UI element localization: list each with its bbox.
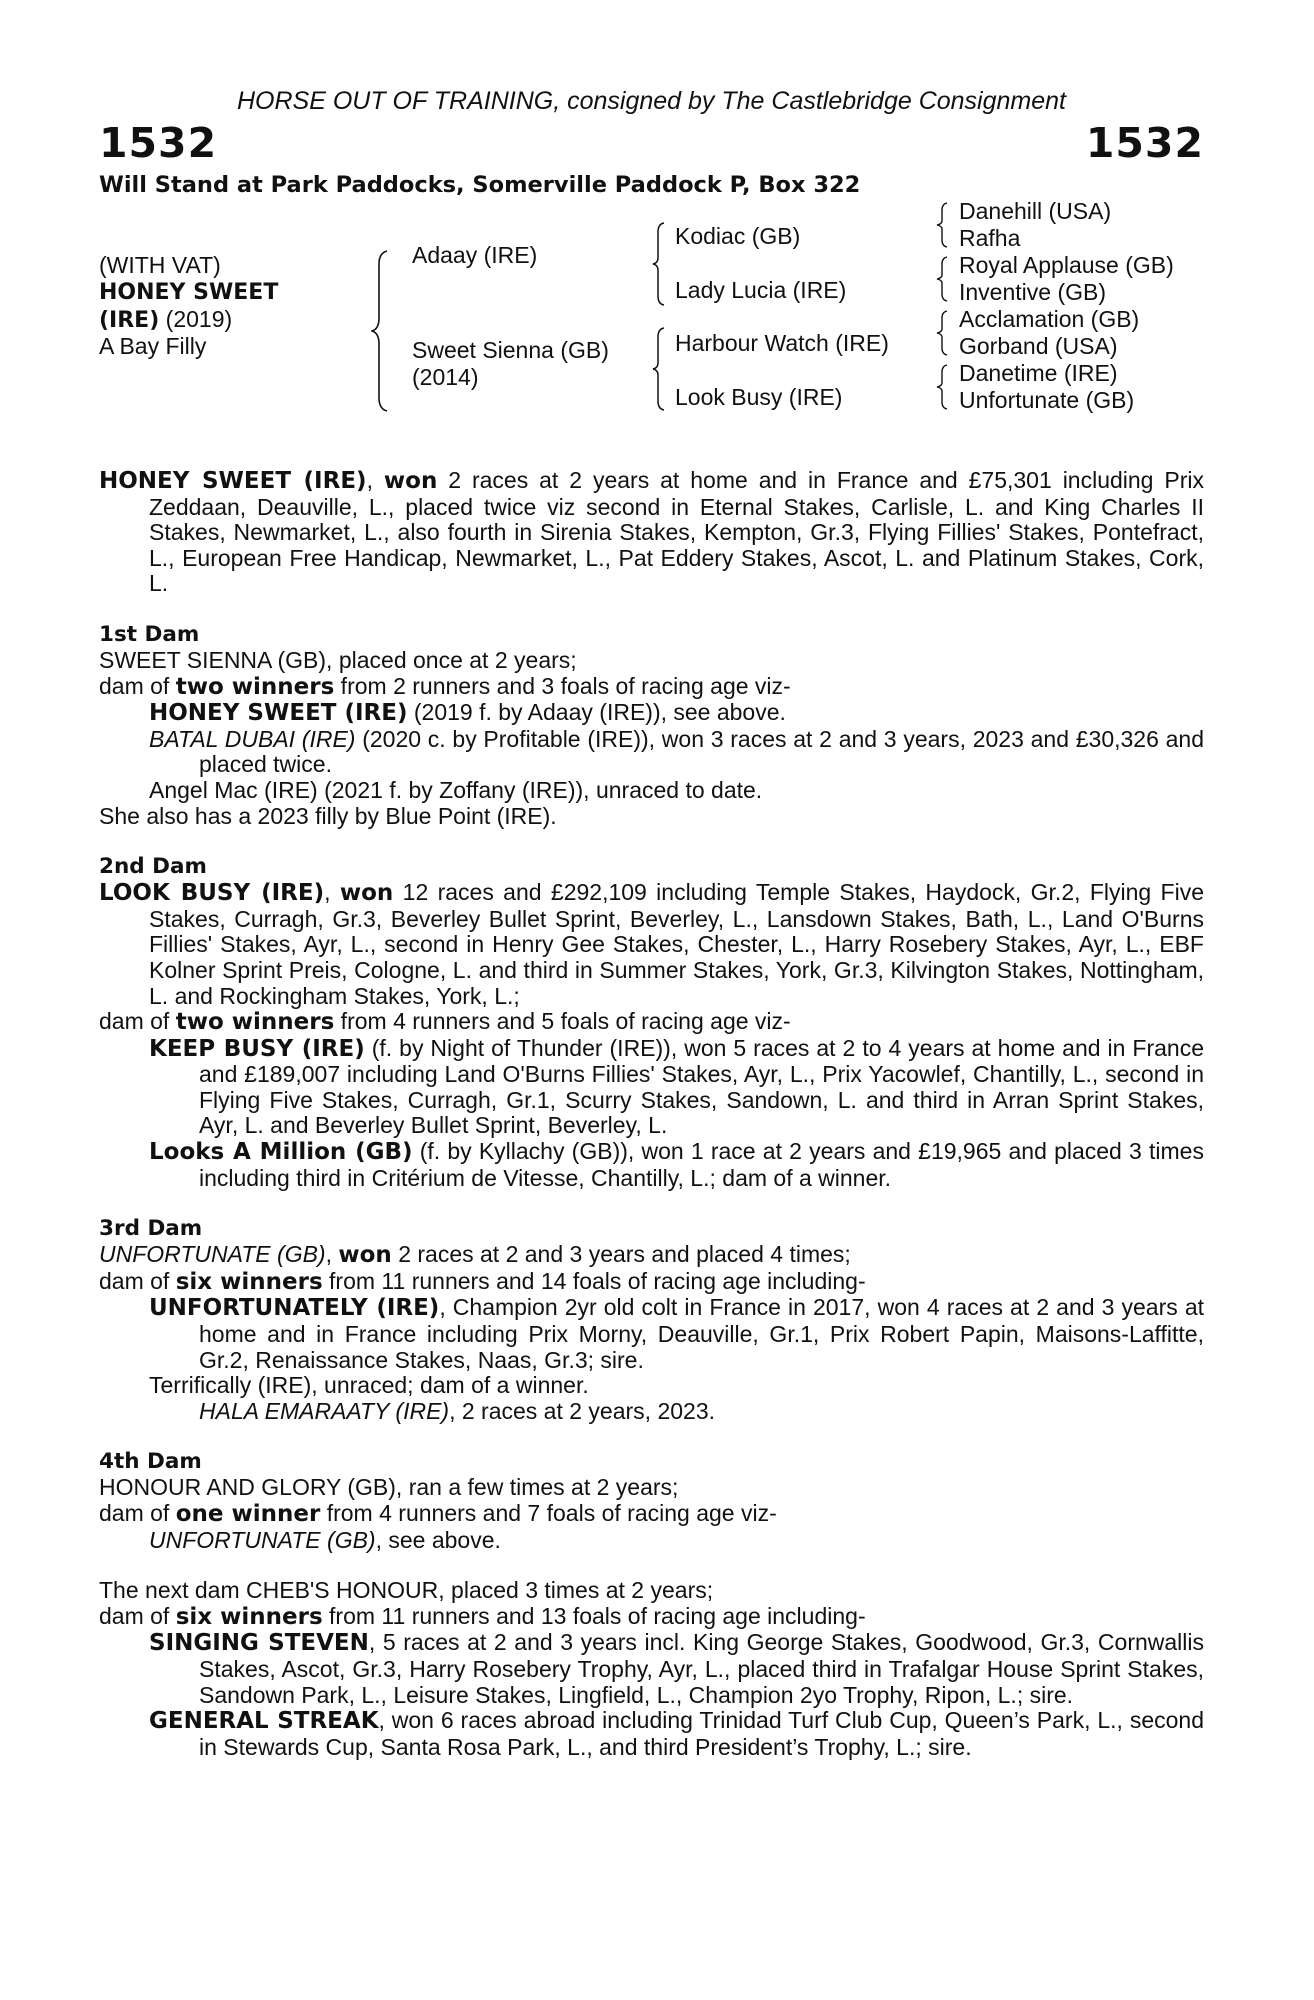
pedigree-ds-dam: Gorband (USA) [959, 333, 1118, 359]
pedigree-sd-sire: Royal Applause (GB) [959, 252, 1174, 278]
pedigree-sire: Adaay (IRE) [412, 242, 538, 268]
offspring-entry: HONEY SWEET (IRE) (2019 f. by Adaay (IRE)), see above. [149, 699, 786, 727]
offspring-entry: GENERAL STREAK, won 6 races abroad including Trinidad Turf Club Cup, Queen’s Park, L., second in Stewards Cup, Santa Rosa Park, L., and third President’s Trophy, L.; sire. [149, 1707, 1204, 1760]
dam-produce-summary: dam of six winners from 11 runners and 14 foals of racing age including- [99, 1267, 866, 1295]
lot-number-left: 1532 [99, 119, 218, 167]
lot-number-row [99, 120, 1204, 166]
pedigree-brace [652, 222, 666, 306]
dam-produce-summary: dam of two winners from 4 runners and 5 foals of racing age viz- [99, 1008, 791, 1036]
pedigree-dam-sire: Harbour Watch (IRE) [675, 330, 889, 356]
section-title: 2nd Dam [99, 854, 207, 880]
third-dam-section [99, 1216, 1204, 1424]
horse-origin-year: (IRE) (2019) [99, 306, 233, 333]
vat-note: (WITH VAT) [99, 252, 221, 278]
pedigree-ss-sire: Danehill (USA) [959, 198, 1112, 224]
offspring-entry: Angel Mac (IRE) (2021 f. by Zoffany (IRE)), unraced to date. [149, 776, 763, 803]
pedigree-sd-dam: Inventive (GB) [959, 279, 1106, 305]
horse-sex-colour: A Bay Filly [99, 333, 207, 359]
section-title: 1st Dam [99, 621, 200, 647]
horse-name: HONEY SWEET [99, 280, 279, 305]
pedigree-tree [99, 200, 1204, 432]
pedigree-sire-dam: Lady Lucia (IRE) [675, 277, 847, 303]
second-dam-section [99, 854, 1204, 1191]
dam-produce-summary: dam of six winners from 11 runners and 13 foals of racing age including- [99, 1602, 866, 1630]
offspring-entry: KEEP BUSY (IRE) (f. by Night of Thunder (IRE)), won 5 races at 2 to 4 years at home and in France and £189,007 including Land O'Burns Fillies' Stakes, Ayr, L., Prix Yacowlef, Chantilly, L., second in Flying Five Stakes, Curragh, Gr.1, Scurry Stakes, Sandown, L. and third in Arran Sprint Stakes, Ayr, L. and Beverley Bullet Sprint, Beverley, L. [149, 1034, 1205, 1139]
dam-produce-summary: dam of two winners from 2 runners and 3 foals of racing age viz- [99, 672, 791, 700]
pedigree-brace [936, 310, 949, 356]
offspring-entry: Looks A Million (GB) (f. by Kyllachy (GB)), won 1 race at 2 years and £19,965 and placed 3 times including third in Critérium de Vitesse, Chantilly, L.; dam of a winner. [149, 1138, 1204, 1191]
lot-entry [99, 86, 1204, 1785]
dam-produce-summary: dam of one winner from 4 runners and 7 foals of racing age viz- [99, 1500, 777, 1527]
offspring-entry: UNFORTUNATELY (IRE), Champion 2yr old colt in France in 2017, won 4 races at 2 and 3 years at home and in France including Prix Morny, Deauville, Gr.1, Prix Robert Papin, Maisons-Laffitte, Gr.2, Renaissance Stakes, Naas, Gr.3; sire. [149, 1294, 1204, 1373]
dam-record: HONOUR AND GLORY (GB), ran a few times at 2 years; [99, 1474, 679, 1501]
pedigree-dd-dam: Unfortunate (GB) [959, 387, 1135, 413]
fourth-dam-section [99, 1449, 1204, 1553]
dam-record: SWEET SIENNA (GB), placed once at 2 years; [99, 646, 577, 673]
offspring-entry: Terrifically (IRE), unraced; dam of a winner. [149, 1372, 589, 1399]
pedigree-brace [936, 202, 949, 248]
dam-note: She also has a 2023 filly by Blue Point (IRE). [99, 802, 557, 829]
offspring-entry: UNFORTUNATE (GB), see above. [149, 1526, 501, 1553]
offspring-entry: BATAL DUBAI (IRE) (2020 c. by Profitable (IRE)), won 3 races at 2 and 3 years, 2023 and £30,326 and placed twice. [149, 725, 1204, 778]
pedigree-ds-sire: Acclamation (GB) [959, 306, 1140, 332]
dam-record: The next dam CHEB'S HONOUR, placed 3 times at 2 years; [99, 1577, 714, 1604]
first-dam-section [99, 622, 1204, 829]
dam-record: LOOK BUSY (IRE), won 12 races and £292,109 including Temple Stakes, Haydock, Gr.2, Flying Five Stakes, Curragh, Gr.3, Beverley Bullet Sprint, Beverley, L., Lansdown Stakes, Bath, L., Land O'Burns Fillies' Stakes, Ayr, L., second in Henry Gee Stakes, Chester, L., Harry Rosebery Stakes, Ayr, L., EBF Kolner Sprint Preis, Cologne, L. and third in Summer Stakes, York, Gr.3, Kilvington Stakes, Nottingham, L. and Rockingham Stakes, York, L.; [99, 879, 1205, 1009]
pedigree-brace [371, 250, 393, 412]
section-title: 3rd Dam [99, 1216, 203, 1242]
pedigree-brace [936, 256, 949, 302]
fifth-dam-section [99, 1578, 1204, 1760]
pedigree-sire-sire: Kodiac (GB) [675, 223, 801, 249]
lot-number-right: 1532 [1085, 119, 1204, 167]
pedigree-dam-dam: Look Busy (IRE) [675, 384, 843, 410]
horse-summary [99, 468, 1204, 597]
stabling-location: Will Stand at Park Paddocks, Somerville Paddock P, Box 322 [99, 172, 861, 198]
horse-race-record: HONEY SWEET (IRE), won 2 races at 2 years at home and in France and £75,301 including Prix Zeddaan, Deauville, L., placed twice viz second in Eternal Stakes, Carlisle, L. and King Charles II Stakes, Newmarket, L., also fourth in Sirenia Stakes, Kempton, Gr.3, Flying Fillies' Stakes, Pontefract, L., European Free Handicap, Newmarket, L., Pat Eddery Stakes, Ascot, L. and Platinum Stakes, Cork, L. [99, 467, 1205, 597]
pedigree-dam: Sweet Sienna (GB) [412, 337, 609, 363]
offspring-entry: HALA EMARAATY (IRE), 2 races at 2 years, 2023. [199, 1397, 716, 1424]
pedigree-ss-dam: Rafha [959, 225, 1021, 251]
produce-record [99, 468, 1204, 1760]
pedigree-brace [652, 327, 666, 411]
pedigree-brace [936, 364, 949, 410]
offspring-entry: SINGING STEVEN, 5 races at 2 and 3 years incl. King George Stakes, Goodwood, Gr.3, Cornwallis Stakes, Ascot, Gr.3, Harry Rosebery Trophy, Ayr, L., placed third in Trafalgar House Sprint Stakes, Sandown Park, L., Leisure Stakes, Lingfield, L., Champion 2yo Trophy, Ripon, L.; sire. [149, 1629, 1205, 1708]
pedigree-dam-year: (2014) [412, 364, 479, 390]
section-title: 4th Dam [99, 1449, 202, 1475]
consignor-line: HORSE OUT OF TRAINING, consigned by The Castlebridge Consignment [236, 87, 1067, 115]
pedigree-dd-sire: Danetime (IRE) [959, 360, 1118, 386]
dam-record: UNFORTUNATE (GB), won 2 races at 2 and 3 years and placed 4 times; [99, 1241, 851, 1269]
